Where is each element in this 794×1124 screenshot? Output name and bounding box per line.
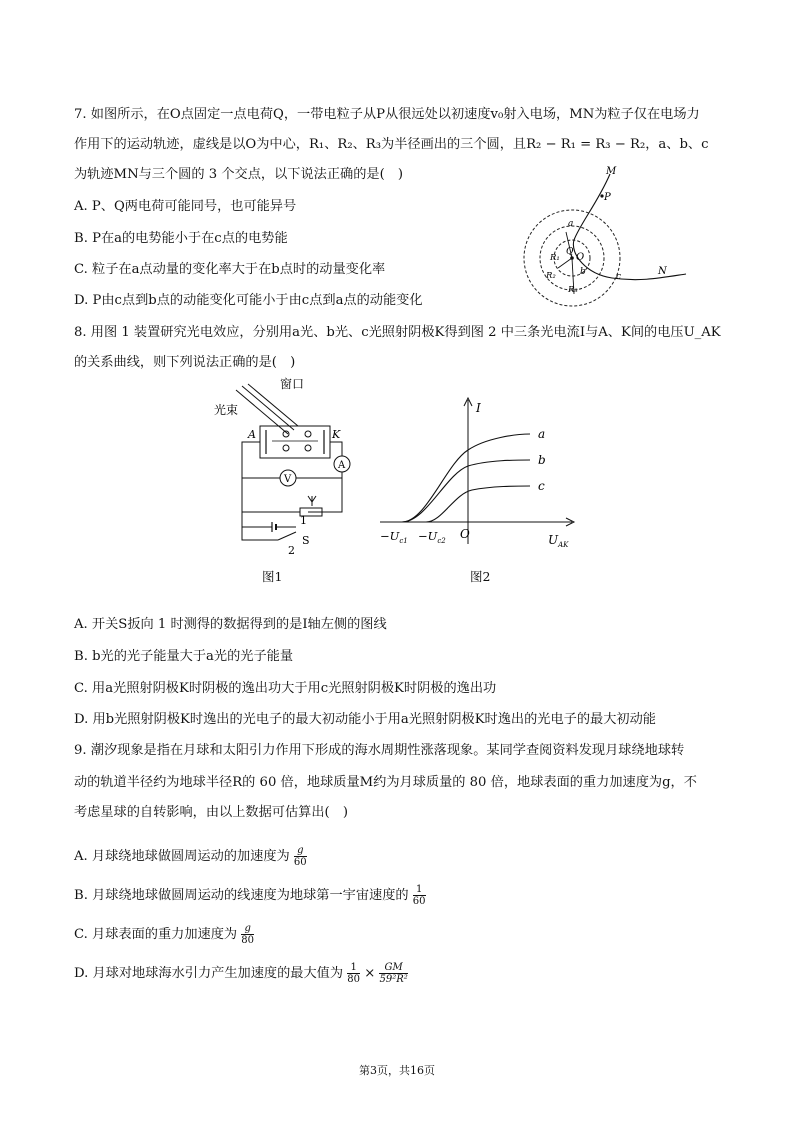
- window-label: 窗口: [280, 377, 305, 391]
- beam-label: 光束: [214, 403, 239, 417]
- fraction-numerator: g: [294, 845, 307, 857]
- label-o: O: [576, 252, 585, 263]
- label-uak: $U_{AK}$: [548, 533, 569, 549]
- fraction-denominator: 60: [293, 857, 307, 868]
- label-p: P: [604, 192, 611, 203]
- radius-line-r1: [558, 258, 572, 268]
- label-uc2: $-U_{c2}$: [418, 529, 446, 545]
- q7-stem-line2: 作用下的运动轨迹，虚线是以O为中心，R₁、R₂、R₃为半径画出的三个圆，且R₂ − R₁ = R₃ − R₂，a、b、c: [74, 137, 709, 152]
- q9-stem-line2: 动的轨道半径约为地球半径R的 60 倍，地球质量M约为月球质量的 80 倍，地球表面的重力加速度为g，不: [74, 775, 697, 790]
- label-anode: A: [248, 428, 256, 441]
- q8-stem-line1: 8. 用图 1 装置研究光电效应，分别用a光、b光、c光照射阴极K得到图 2 中三条光电流I与A、K间的电压U_AK: [74, 325, 721, 340]
- q9-option-d-fraction2: [379, 962, 407, 985]
- q9-option-b[interactable]: [74, 884, 426, 907]
- q8-option-c[interactable]: C. 用a光照射阴极K时阴极的逸出功大于用c光照射阴极K时阴极的逸出功: [74, 681, 497, 696]
- q7-option-a[interactable]: A. P、Q两电荷可能同号，也可能异号: [74, 199, 297, 214]
- fraction-numerator: 1: [413, 884, 426, 896]
- fig2-iu-curves: [376, 394, 582, 554]
- q8-stem-line2: 的关系曲线，则下列说法正确的是( ): [74, 355, 296, 370]
- q9-option-a-fraction: [294, 845, 307, 868]
- label-n: N: [658, 266, 667, 277]
- label-voltmeter: V: [284, 474, 292, 485]
- q9-option-d[interactable]: [74, 962, 408, 985]
- q9-option-c-text: C. 月球表面的重力加速度为: [74, 927, 238, 942]
- label-r3: R₃: [568, 285, 578, 295]
- q9-option-b-fraction: [413, 884, 426, 907]
- q9-stem-line3: 考虑星球的自转影响，由以上数据可估算出( ): [74, 805, 349, 820]
- q7-option-d[interactable]: D. P由c点到b点的动能变化可能小于由c点到a点的动能变化: [74, 293, 423, 308]
- curve-c: [426, 486, 530, 522]
- switch-lever: [278, 532, 296, 540]
- page-footer: 第3页，共16页: [359, 1064, 435, 1077]
- q8-option-b[interactable]: B. b光的光子能量大于a光的光子能量: [74, 649, 294, 664]
- beam-ray1: [236, 390, 288, 434]
- label-m: M: [606, 166, 617, 177]
- electron-3: [283, 445, 289, 451]
- fraction-numerator: g: [241, 923, 254, 935]
- fraction-denominator: 80: [241, 935, 255, 946]
- curve-b: [402, 460, 530, 522]
- label-b: b: [580, 267, 586, 277]
- curve-a: [402, 434, 530, 522]
- fraction-denominator: 80: [347, 974, 360, 985]
- label-curve-c: c: [538, 479, 545, 493]
- q9-option-b-text: B. 月球绕地球做圆周运动的线速度为地球第一宇宙速度的: [74, 888, 409, 903]
- q9-option-c-fraction: [241, 923, 254, 946]
- fraction-denominator: 59²R²: [379, 974, 408, 985]
- q9-option-a[interactable]: [74, 845, 307, 868]
- label-a: a: [568, 219, 574, 229]
- label-i: I: [476, 401, 481, 415]
- fig1-circuit: [212, 372, 362, 562]
- label-r1: R₁: [550, 253, 560, 263]
- fraction-denominator: 60: [412, 896, 426, 907]
- q8-option-d[interactable]: D. 用b光照射阴极K时逸出的光电子的最大初动能小于用a光照射阴极K时逸出的光电子的最大初动能: [74, 712, 656, 727]
- label-origin: O: [460, 527, 470, 541]
- q7-stem-line3: 为轨迹MN与三个圆的 3 个交点，以下说法正确的是( ): [74, 167, 404, 182]
- q9-option-d-fraction1: [347, 962, 360, 985]
- electron-4: [305, 445, 311, 451]
- switch-pos-1: 1: [300, 514, 307, 527]
- label-ammeter: A: [338, 460, 346, 471]
- q7-stem-line1: 7. 如图所示，在O点固定一点电荷Q，一带电粒子从P从很远处以初速度v₀射入电场，MN为粒子仅在电场力: [74, 107, 700, 122]
- fraction-numerator: 1: [347, 962, 360, 974]
- q9-option-a-text: A. 月球绕地球做圆周运动的加速度为: [74, 849, 290, 864]
- label-q: Q: [566, 247, 574, 257]
- switch-label: S: [302, 534, 310, 547]
- wire-right-top: [330, 442, 342, 456]
- q9-option-c[interactable]: [74, 923, 254, 946]
- electron-2: [305, 431, 311, 437]
- fig2-caption: 图2: [470, 569, 491, 584]
- label-uc1: $-U_{c1}$: [380, 529, 408, 545]
- q7-option-c[interactable]: C. 粒子在a点动量的变化率大于在b点时的动量变化率: [74, 262, 386, 277]
- label-curve-a: a: [538, 427, 546, 441]
- q7-option-b[interactable]: B. P在a的电势能小于在c点的电势能: [74, 231, 288, 246]
- label-cathode: K: [332, 428, 341, 441]
- label-r2: R₂: [546, 271, 556, 281]
- q9-option-d-text: D. 月球对地球海水引力产生加速度的最大值为: [74, 966, 344, 981]
- q9-stem-line1: 9. 潮汐现象是指在月球和太阳引力作用下形成的海水周期性涨落现象。某同学查阅资料发现月球绕地球转: [74, 743, 685, 758]
- phototube: [260, 426, 330, 458]
- label-curve-b: b: [538, 453, 546, 467]
- switch-pos-2: 2: [288, 544, 295, 557]
- q8-option-a[interactable]: A. 开关S扳向 1 时测得的数据得到的是I轴左侧的图线: [74, 617, 387, 632]
- times-sign: ×: [364, 966, 376, 981]
- q7-field-figure: [510, 162, 690, 312]
- label-c: c: [616, 272, 622, 282]
- fraction-numerator: GM: [379, 962, 407, 974]
- beam-ray2: [242, 386, 294, 430]
- fig1-caption: 图1: [262, 569, 283, 584]
- trajectory-mn: [573, 174, 686, 280]
